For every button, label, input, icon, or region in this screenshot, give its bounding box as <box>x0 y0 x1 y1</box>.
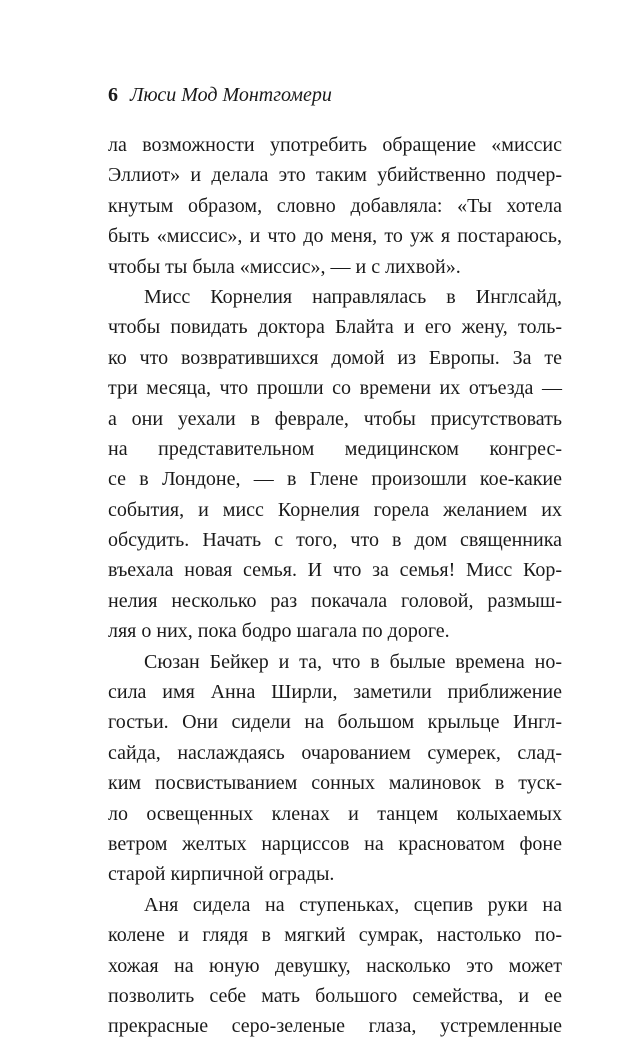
text-line: хожая на юную девушку, насколько это может <box>108 954 562 977</box>
text-line: гостьи. Они сидели на большом крыльце Ингл- <box>108 711 562 734</box>
text-line: ла возможности употребить обращение «миссис <box>108 134 562 156</box>
page-body <box>108 130 562 1042</box>
text-line: ким посвистыванием сонных малиновок в туск- <box>108 772 562 795</box>
text-line: ляя о них, пока бодро шагала по дороге. <box>108 620 450 643</box>
text-line: Мисс Корнелия направлялась в Инглсайд, <box>144 285 562 308</box>
text-line: а они уехали в феврале, чтобы присутствовать <box>108 407 562 430</box>
text-line: Аня сидела на ступеньках, сцепив руки на <box>144 893 562 916</box>
text-line: сила имя Анна Ширли, заметили приближение <box>108 681 562 704</box>
text-line: ко что возвратившихся домой из Европы. За те <box>108 346 562 369</box>
text-line: старой кирпичной ограды. <box>108 863 335 886</box>
text-line: нелия несколько раз покачала головой, размыш- <box>108 589 562 612</box>
text-line: сайда, наслаждаясь очарованием сумерек, слад- <box>108 741 562 764</box>
text-line: чтобы ты была «миссис», — и с лихвой». <box>108 255 461 278</box>
text-line: прекрасные серо-зеленые глаза, устремленные <box>108 1015 562 1038</box>
text-line: ло освещенных кленах и танцем колыхаемых <box>108 802 562 825</box>
text-line: се в Лондоне, — в Глене произошли кое-какие <box>108 468 562 491</box>
text-line: быть «миссис», и что до меня, то уж я постараюсь, <box>108 225 562 248</box>
text-line: ветром желтых нарциссов на красноватом фоне <box>108 832 562 855</box>
running-header <box>108 84 332 114</box>
text-line: три месяца, что прошли со времени их отъезда — <box>108 377 562 400</box>
text-line: колене и глядя в мягкий сумрак, настолько по- <box>108 924 562 947</box>
text-line: позволить себе мать большого семейства, и ее <box>108 984 562 1007</box>
text-line: на представительном медицинском конгрес- <box>108 437 562 460</box>
text-line: кнутым образом, словно добавляла: «Ты хотела <box>108 194 562 217</box>
text-line: Эллиот» и делала это таким убийственно подчер- <box>108 164 562 187</box>
author-name: Люси Мод Монтгомери <box>130 84 332 106</box>
text-line: чтобы повидать доктора Блайта и его жену, толь- <box>108 316 562 339</box>
text-line: события, и мисс Корнелия горела желанием их <box>108 498 562 521</box>
text-line: въехала новая семья. И что за семья! Мисс Кор- <box>108 559 562 582</box>
text-line: обсудить. Начать с того, что в дом священника <box>108 529 562 552</box>
page-number: 6 <box>108 84 118 106</box>
text-line: Сюзан Бейкер и та, что в былые времена но- <box>144 650 562 673</box>
